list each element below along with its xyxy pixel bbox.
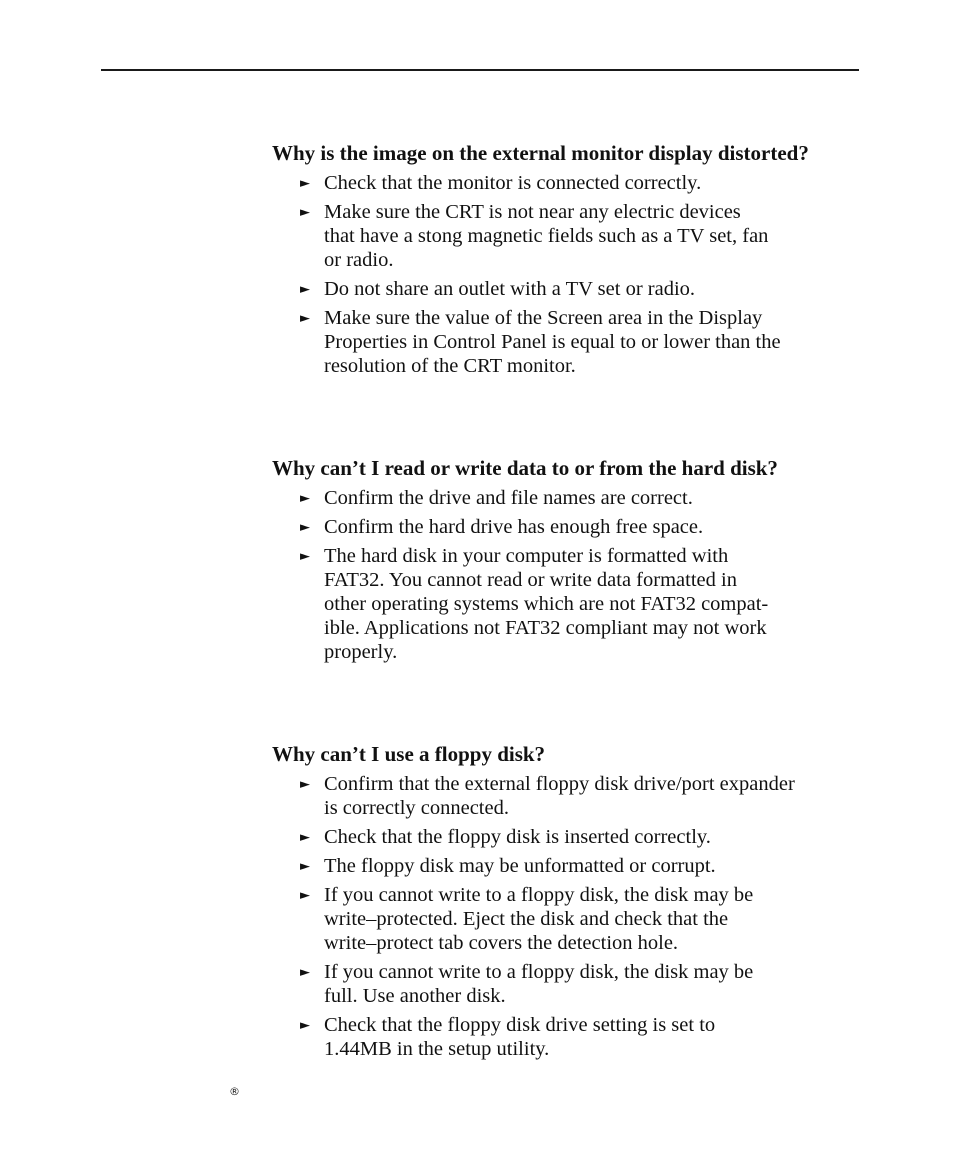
list-item-text: Confirm that the external floppy disk drive/port expander — [324, 773, 795, 795]
bullet-list — [272, 486, 932, 664]
list-item-text: Do not share an outlet with a TV set or radio. — [324, 278, 696, 300]
list-item-text: Check that the floppy disk is inserted correctly. — [324, 826, 711, 848]
list-item — [300, 171, 884, 195]
bullet-icon: ► — [300, 282, 310, 297]
list-item-text: or radio. — [324, 249, 394, 271]
list-item-text: resolution of the CRT monitor. — [324, 355, 576, 377]
list-item-text: full. Use another disk. — [324, 985, 506, 1007]
list-item-text: properly. — [324, 641, 398, 663]
list-item — [300, 200, 884, 272]
list-item-text: Confirm the hard drive has enough free space. — [324, 516, 704, 538]
section-heading: Why can’t I use a floppy disk? — [272, 742, 546, 766]
section-floppy-disk — [272, 742, 932, 1061]
list-item-text: Check that the floppy disk drive setting is set to — [324, 1014, 716, 1036]
bullet-icon: ► — [300, 859, 310, 874]
list-item-text: write–protected. Eject the disk and check that the — [324, 908, 729, 930]
list-item — [300, 544, 884, 664]
bullet-icon: ► — [300, 520, 310, 535]
list-item-text: Check that the monitor is connected correctly. — [324, 172, 702, 194]
bullet-icon: ► — [300, 965, 310, 980]
list-item-text: Confirm the drive and file names are correct. — [324, 487, 693, 509]
list-item — [300, 825, 884, 849]
bullet-icon: ► — [300, 176, 310, 191]
list-item-text: If you cannot write to a floppy disk, the disk may be — [324, 884, 754, 906]
list-item-text: that have a stong magnetic fields such as a TV set, fan — [324, 225, 769, 247]
bullet-icon: ► — [300, 888, 310, 903]
list-item-text: write–protect tab covers the detection hole. — [324, 932, 679, 954]
list-item-text: ible. Applications not FAT32 compliant may not work — [324, 617, 767, 639]
list-item — [300, 515, 884, 539]
list-item — [300, 306, 884, 378]
list-item — [300, 277, 884, 301]
bullet-list — [272, 772, 932, 1061]
bullet-icon: ► — [300, 491, 310, 506]
bullet-icon: ► — [300, 549, 310, 564]
list-item — [300, 1013, 884, 1061]
section-hard-disk — [272, 456, 932, 664]
list-item-text: is correctly connected. — [324, 797, 509, 819]
list-item-text: Make sure the CRT is not near any electric devices — [324, 201, 741, 223]
list-item — [300, 486, 884, 510]
list-item-text: 1.44MB in the setup utility. — [324, 1038, 550, 1060]
section-heading: Why can’t I read or write data to or from the hard disk? — [272, 456, 778, 480]
list-item-text: If you cannot write to a floppy disk, the disk may be — [324, 961, 754, 983]
registered-mark: ® — [229, 1085, 240, 1098]
list-item-text: FAT32. You cannot read or write data formatted in — [324, 569, 737, 591]
troubleshooting-content — [272, 141, 932, 1139]
list-item-text: other operating systems which are not FAT32 compat- — [324, 593, 769, 615]
list-item-text: The floppy disk may be unformatted or corrupt. — [324, 855, 716, 877]
section-monitor-distorted — [272, 141, 932, 378]
section-heading: Why is the image on the external monitor display distorted? — [272, 141, 809, 165]
list-item-text: Make sure the value of the Screen area in the Display — [324, 307, 763, 329]
top-rule — [101, 69, 859, 71]
bullet-icon: ► — [300, 1018, 310, 1033]
list-item — [300, 883, 884, 955]
bullet-list — [272, 171, 932, 378]
bullet-icon: ► — [300, 830, 310, 845]
list-item-text: Properties in Control Panel is equal to or lower than the — [324, 331, 781, 353]
bullet-icon: ► — [300, 205, 310, 220]
list-item-text: The hard disk in your computer is formatted with — [324, 545, 729, 567]
bullet-icon: ► — [300, 777, 310, 792]
list-item — [300, 960, 884, 1008]
list-item — [300, 772, 884, 820]
list-item — [300, 854, 884, 878]
bullet-icon: ► — [300, 311, 310, 326]
